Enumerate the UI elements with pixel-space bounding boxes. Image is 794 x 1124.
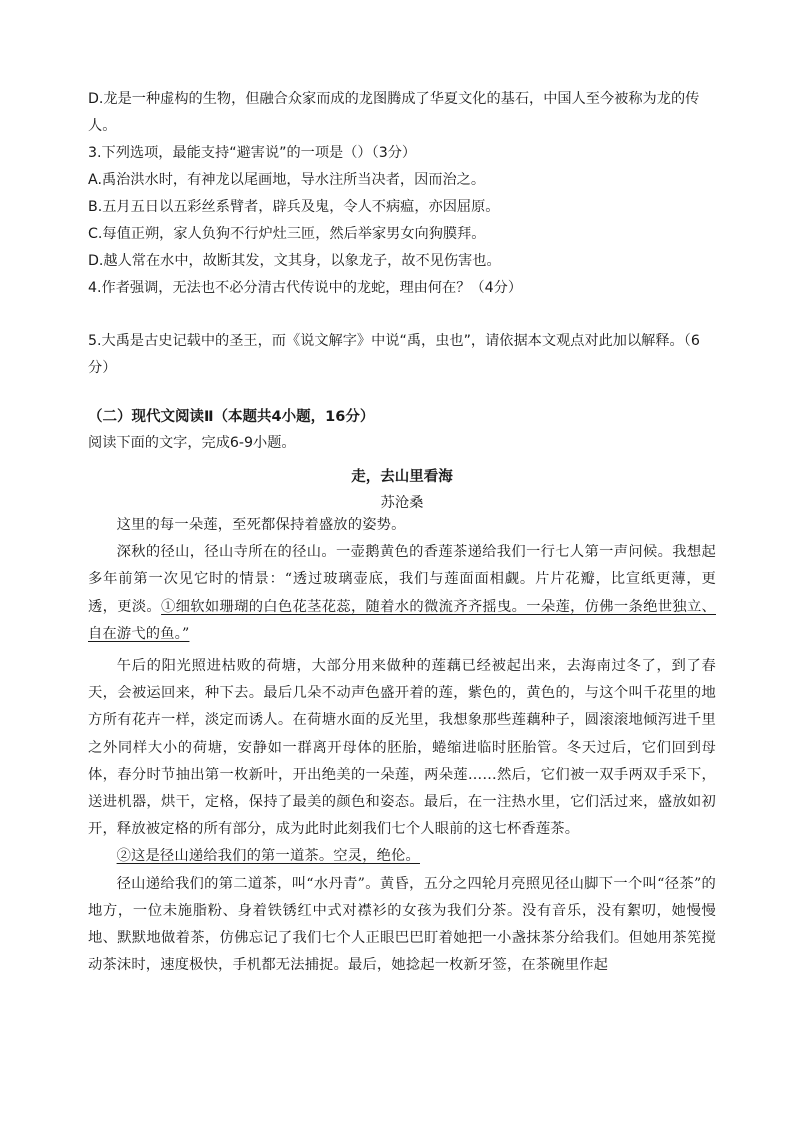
paragraph-5: 径山递给我们的第二道茶，叫“水丹青”。黄昏，五分之四轮月亮照见径山脚下一个叫“径茶”的地方，一位未施脂粉、身着铁锈红中式对襟衫的女孩为我们分茶。没有音乐，没有絮叨，她慢慢地、默默地做着茶，仿佛忘记了我们七个人正眼巴巴盯着她把一小盏抹茶分给我们。但她用茶筅搅动茶沫时，速度极快，手机都无法捕捉。最后，她捻起一枚新牙签，在茶碗里作起 [88, 875, 716, 974]
question-4: 4.作者强调，无法也不必分清古代传说中的龙蛇，理由何在？（4分） [88, 280, 523, 296]
underlined-sentence-1: ①细软如珊瑚的白色花茎花蕊，随着水的微流齐齐摇曳。一朵莲，仿佛一条绝世独立、自在游弋的鱼。” [88, 598, 716, 642]
underlined-sentence-2: ②这是径山递给我们的第一道茶。空灵，绝伦。 [116, 848, 420, 865]
section-heading: （二）现代文阅读Ⅱ（本题共4小题，16分） [88, 409, 375, 425]
question-3-option-a: A.禹治洪水时，有神龙以尾画地，导水注所当决者，因而治之。 [88, 172, 486, 188]
article-author: 苏沧桑 [380, 495, 424, 511]
paragraph-1: 这里的每一朵莲，至死都保持着盛放的姿势。 [116, 517, 406, 533]
question-5-text: 5.大禹是古史记载中的圣王，而《说文解字》中说“禹，虫也”，请依据本文观点对此加以解释。（6分） [88, 333, 700, 376]
section-instruction: 阅读下面的文字，完成6-9小题。 [88, 435, 296, 451]
option-text: D.龙是一种虚构的生物，但融合众家而成的龙图腾成了华夏文化的基石，中国人至今被称为龙的传人。 [88, 91, 700, 134]
question-5 [88, 328, 716, 382]
question-3-option-c: C.每值正朔，家人负狗不行炉灶三匝，然后举家男女向狗膜拜。 [88, 226, 486, 242]
question-3-stem: 3.下列选项，最能支持“避害说”的一项是（）（3分） [88, 145, 417, 161]
question-3-option-d: D.越人常在水中，故断其发，文其身，以象龙子，故不见伤害也。 [88, 253, 501, 269]
paragraph-2 [88, 539, 716, 648]
paragraph-4 [88, 843, 716, 870]
paragraph-2-text: 深秋的径山，径山寺所在的径山。一壶鹅黄色的香莲茶递给我们一行七人第一声问候。我想起多年前第一次见它时的情景：“透过玻璃壶底，我们与莲面面相觑。片片花瓣，比宣纸更薄，更透，更淡。 [88, 544, 716, 615]
question-3 [88, 140, 716, 302]
paragraph-3: 午后的阳光照进枯败的荷塘，大部分用来做种的莲藕已经被起出来，去海南过冬了，到了春天，会被运回来，种下去。最后几朵不动声色盛开着的莲，紫色的，黄色的，与这个叫千花里的地方所有花卉一样，淡定而诱人。在荷塘水面的反光里，我想象那些莲藕种子，圆滚滚地倾泻进千里之外同样大小的荷塘，安静如一群离开母体的胚胎，蜷缩进临时胚胎管。冬天过后，它们回到母体，春分时节抽出第一枚新叶，开出绝美的一朵莲，两朵莲……然后，它们被一双手两双手采下，送进机器，烘干，定格，保持了最美的颜色和姿态。最后，在一注热水里，它们活过来，盛放如初开，释放被定格的所有部分，成为此时此刻我们七个人眼前的这七杯香莲茶。 [88, 658, 716, 838]
article-title: 走，去山里看海 [351, 469, 453, 485]
question-3-option-b: B.五月五日以五彩丝系臂者，辟兵及鬼，令人不病瘟，亦因屈原。 [88, 199, 500, 215]
question-2-option-d [88, 86, 716, 140]
article-body [88, 512, 716, 979]
